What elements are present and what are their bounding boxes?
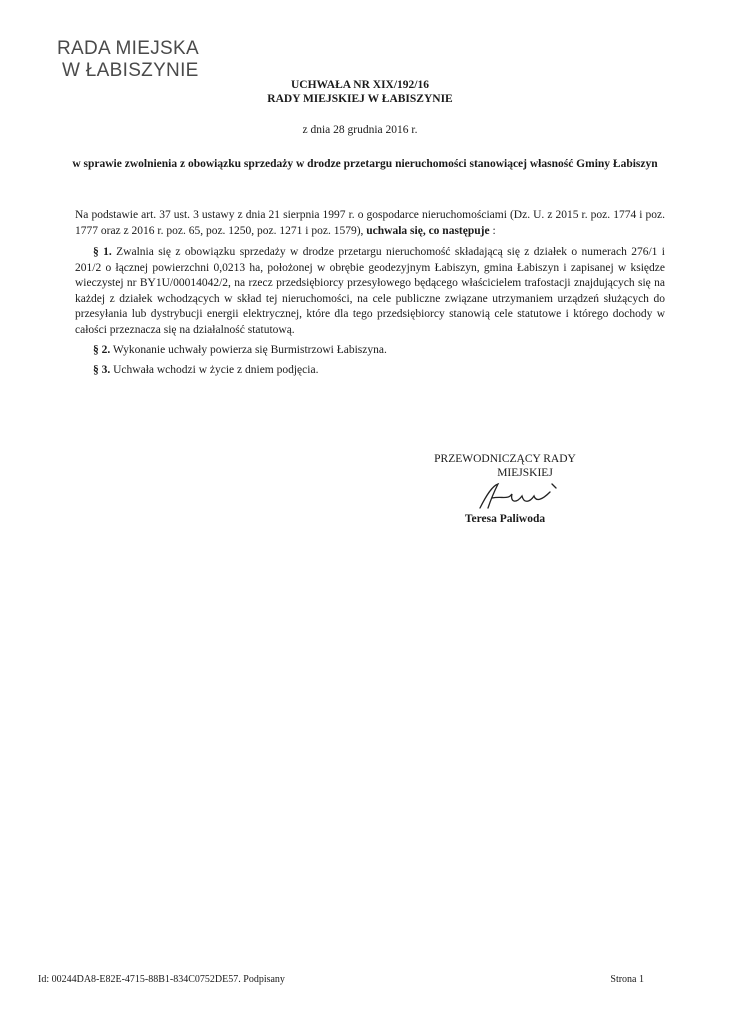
section-2-text: Wykonanie uchwały powierza się Burmistrzowi Łabiszyna. (110, 344, 387, 356)
enacting-formula: uchwala się, co następuje (366, 224, 490, 237)
council-name: RADY MIEJSKIEJ W ŁABISZYNIE (267, 93, 453, 105)
resolution-subject: w sprawie zwolnienia z obowiązku sprzedaży w drodze przetargu nieruchomości stanowiącej własność Gminy Łabiszyn (72, 158, 658, 170)
signatory-role-line-2: MIEJSKIEJ (497, 467, 553, 479)
resolution-number: UCHWAŁA NR XIX/192/16 (290, 79, 429, 91)
section-3-mark: § 3. (93, 364, 111, 376)
signatory-name: Teresa Paliwoda (464, 513, 546, 525)
section-1-mark: § 1. (93, 246, 112, 258)
section-1-paragraph (75, 245, 665, 338)
page-number: Strona 1 (610, 974, 644, 985)
legal-basis-text: Na podstawie art. 37 ust. 3 ustawy z dnia 21 sierpnia 1997 r. o gospodarce nieruchomościami (Dz. U. z 2015 r. poz. 1774 i poz. 1777 oraz z 2016 r. poz. 65, poz. 1250, poz. 1271 i poz. 1579), (75, 209, 665, 237)
handwritten-signature (472, 478, 562, 514)
section-3-text: Uchwała wchodzi w życie z dniem podjęcia. (110, 364, 319, 376)
section-3-paragraph (75, 363, 665, 379)
stamp-line-2: W ŁABISZYNIE (62, 60, 199, 81)
signatory-role (405, 452, 605, 480)
section-1-text: Zwalnia się z obowiązku sprzedaży w drodze przetargu nieruchomość składającą się z działek o numerach 276/1 i 201/2 o łącznej powierzchni 0,0213 ha, położonej w obrębie geodezyjnym Łabiszyn, gmina Łabiszyn i zapisanej w księdze wieczystej nr BY1U/00014042/2, na rzecz przedsiębiorcy przesyłowego będącego właścicielem trafostacji znajdujących się na każdej z działek wchodzących w skład tej nieruchomości, na cele publiczne związane utrzymaniem urządzeń służących do przesyłania lub dystrybucji energii elektrycznej, które dla tego przedsiębiorcy stanowią cele statutowe i którego dochody w całości przeznacza się na działalność statutową. (75, 246, 666, 336)
council-stamp (56, 38, 199, 82)
stamp-line-1: RADA MIEJSKA (57, 38, 199, 59)
resolution-title (200, 78, 520, 106)
signatory-role-line-1: PRZEWODNICZĄCY RADY (434, 453, 576, 465)
section-2-paragraph (75, 343, 665, 359)
resolution-date: z dnia 28 grudnia 2016 r. (302, 124, 418, 136)
document-id: Id: 00244DA8-E82E-4715-88B1-834C0752DE57. Podpisany (38, 974, 285, 985)
legal-basis-paragraph (75, 208, 665, 239)
enacting-formula-end: : (489, 224, 496, 237)
section-2-mark: § 2. (93, 344, 111, 356)
